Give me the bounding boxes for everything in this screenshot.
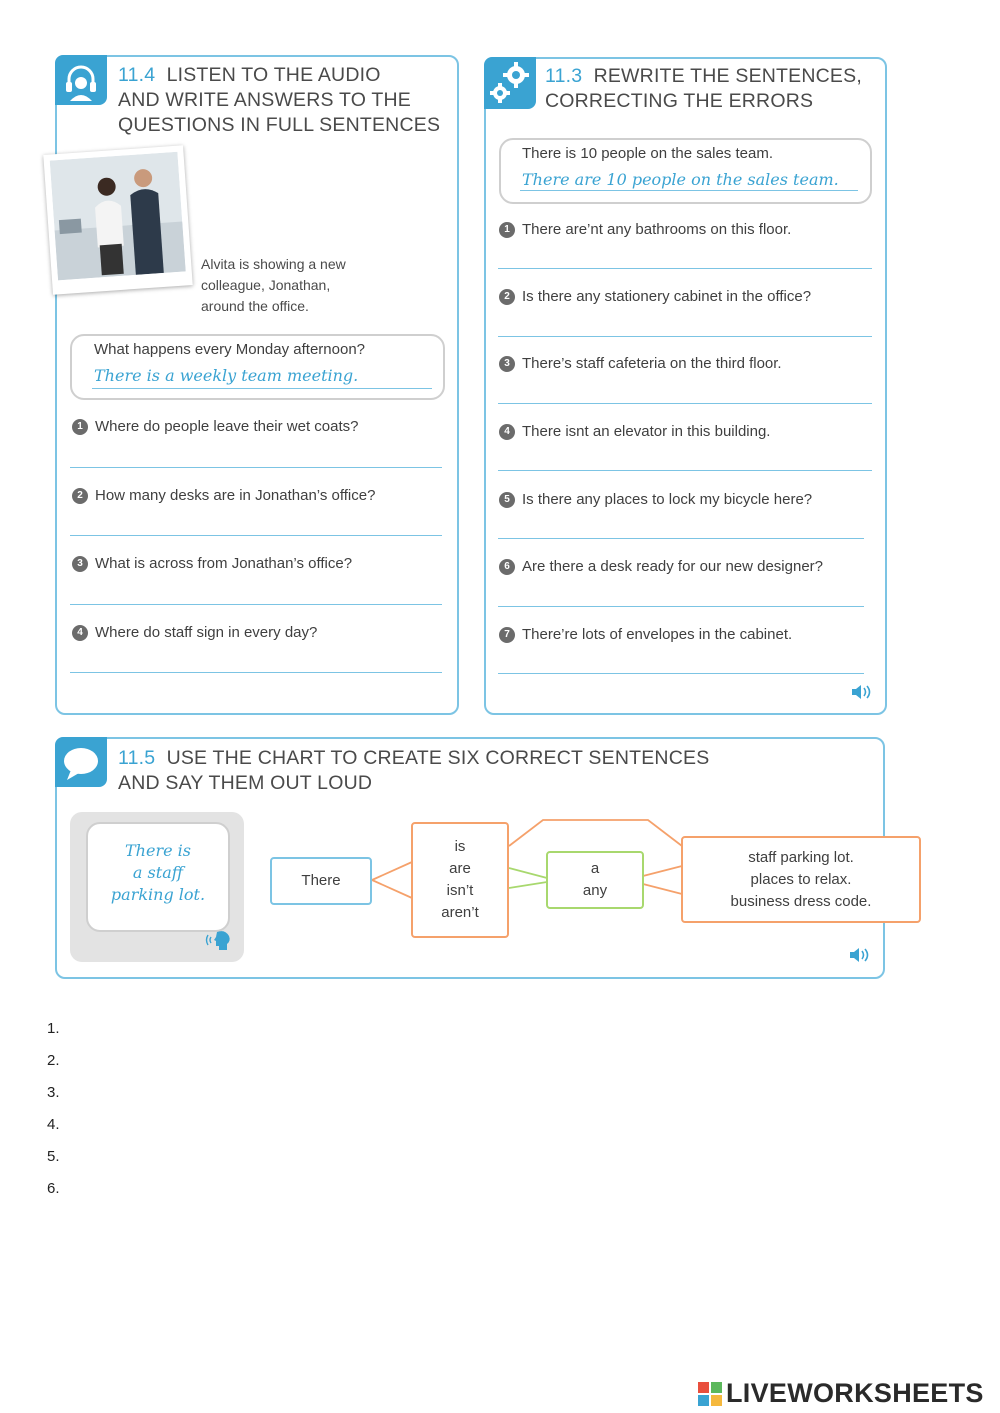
- chart-box-verbs: [411, 822, 509, 938]
- answer-item-3[interactable]: 3.: [47, 1084, 60, 1101]
- example-answer: There is a weekly team meeting.: [94, 366, 359, 385]
- sentence-text: Is there any places to lock my bicycle here?: [522, 491, 813, 508]
- chart-word: business dress code.: [730, 892, 872, 910]
- question-text: Where do staff sign in every day?: [95, 624, 318, 641]
- title-line: REWRITE THE SENTENCES,: [593, 65, 862, 87]
- number-badge: 2: [499, 289, 515, 305]
- caption-line: colleague, Jonathan,: [201, 277, 331, 293]
- number-badge: 7: [499, 627, 515, 643]
- question-text: Where do people leave their wet coats?: [95, 418, 359, 435]
- chart-word: any: [582, 882, 608, 899]
- chart-word: a: [590, 860, 600, 877]
- answer-item-2[interactable]: 2.: [47, 1052, 60, 1069]
- number-badge: 4: [499, 424, 515, 440]
- number-badge: 1: [499, 222, 515, 238]
- title-line: USE THE CHART TO CREATE SIX CORRECT SENTENCES: [166, 747, 710, 769]
- title-line: AND WRITE ANSWERS TO THE: [118, 89, 412, 111]
- liveworksheets-logo-icon: [697, 1381, 723, 1407]
- chart-box-nouns: [681, 836, 921, 923]
- title-line: AND SAY THEM OUT LOUD: [118, 772, 373, 794]
- audio-speaker-icon[interactable]: [848, 946, 872, 964]
- number-badge: 3: [499, 356, 515, 372]
- sentence-text: There’re lots of envelopes in the cabinet.: [522, 626, 793, 643]
- chart-word: is: [454, 838, 466, 855]
- answer-item-4[interactable]: 4.: [47, 1116, 60, 1133]
- sentence-text: There isnt an elevator in this building.: [522, 423, 771, 440]
- brand-logo: [697, 1378, 984, 1409]
- chart-box-there: [270, 857, 372, 905]
- sentence-text: Is there any stationery cabinet in the office?: [522, 288, 812, 305]
- brand-name: LIVEWORKSHEETS: [726, 1378, 984, 1408]
- chart-word: aren’t: [441, 904, 479, 921]
- number-badge: 4: [72, 625, 88, 641]
- number-badge: 1: [72, 419, 88, 435]
- bubble-line: parking lot.: [110, 885, 206, 904]
- section-number: 11.3: [545, 65, 583, 87]
- question-text: How many desks are in Jonathan’s office?: [95, 487, 376, 504]
- sentence-text: There are’nt any bathrooms on this floor.: [522, 221, 792, 238]
- title-line: QUESTIONS IN FULL SENTENCES: [118, 114, 441, 136]
- bubble-line: There is: [125, 841, 191, 860]
- caption-line: Alvita is showing a new: [201, 256, 346, 272]
- section-number: 11.5: [118, 747, 156, 769]
- sentence-text: Are there a desk ready for our new designer?: [522, 558, 824, 575]
- number-badge: 2: [72, 488, 88, 504]
- answer-item-6[interactable]: 6.: [47, 1180, 60, 1197]
- section-number: 11.4: [118, 64, 156, 86]
- answer-item-1[interactable]: 1.: [47, 1020, 60, 1037]
- chart-box-articles: [546, 851, 644, 909]
- chart-word: There: [301, 872, 341, 889]
- chart-word: isn’t: [446, 882, 474, 899]
- example-correct: There are 10 people on the sales team.: [522, 170, 839, 189]
- sentence-text: There’s staff cafeteria on the third floor.: [522, 355, 782, 372]
- example-wrong: There is 10 people on the sales team.: [522, 145, 773, 162]
- question-text: What is across from Jonathan’s office?: [95, 555, 353, 572]
- chart-word: are: [449, 860, 471, 877]
- number-badge: 6: [499, 559, 515, 575]
- chart-word: places to relax.: [750, 870, 852, 888]
- bubble-line: a staff: [132, 863, 184, 882]
- caption-line: around the office.: [201, 298, 309, 314]
- chart-word: staff parking lot.: [748, 848, 854, 866]
- number-badge: 3: [72, 556, 88, 572]
- answer-item-5[interactable]: 5.: [47, 1148, 60, 1165]
- title-line: LISTEN TO THE AUDIO: [166, 64, 381, 86]
- title-line: CORRECTING THE ERRORS: [545, 90, 814, 112]
- number-badge: 5: [499, 492, 515, 508]
- example-question: What happens every Monday afternoon?: [94, 341, 366, 358]
